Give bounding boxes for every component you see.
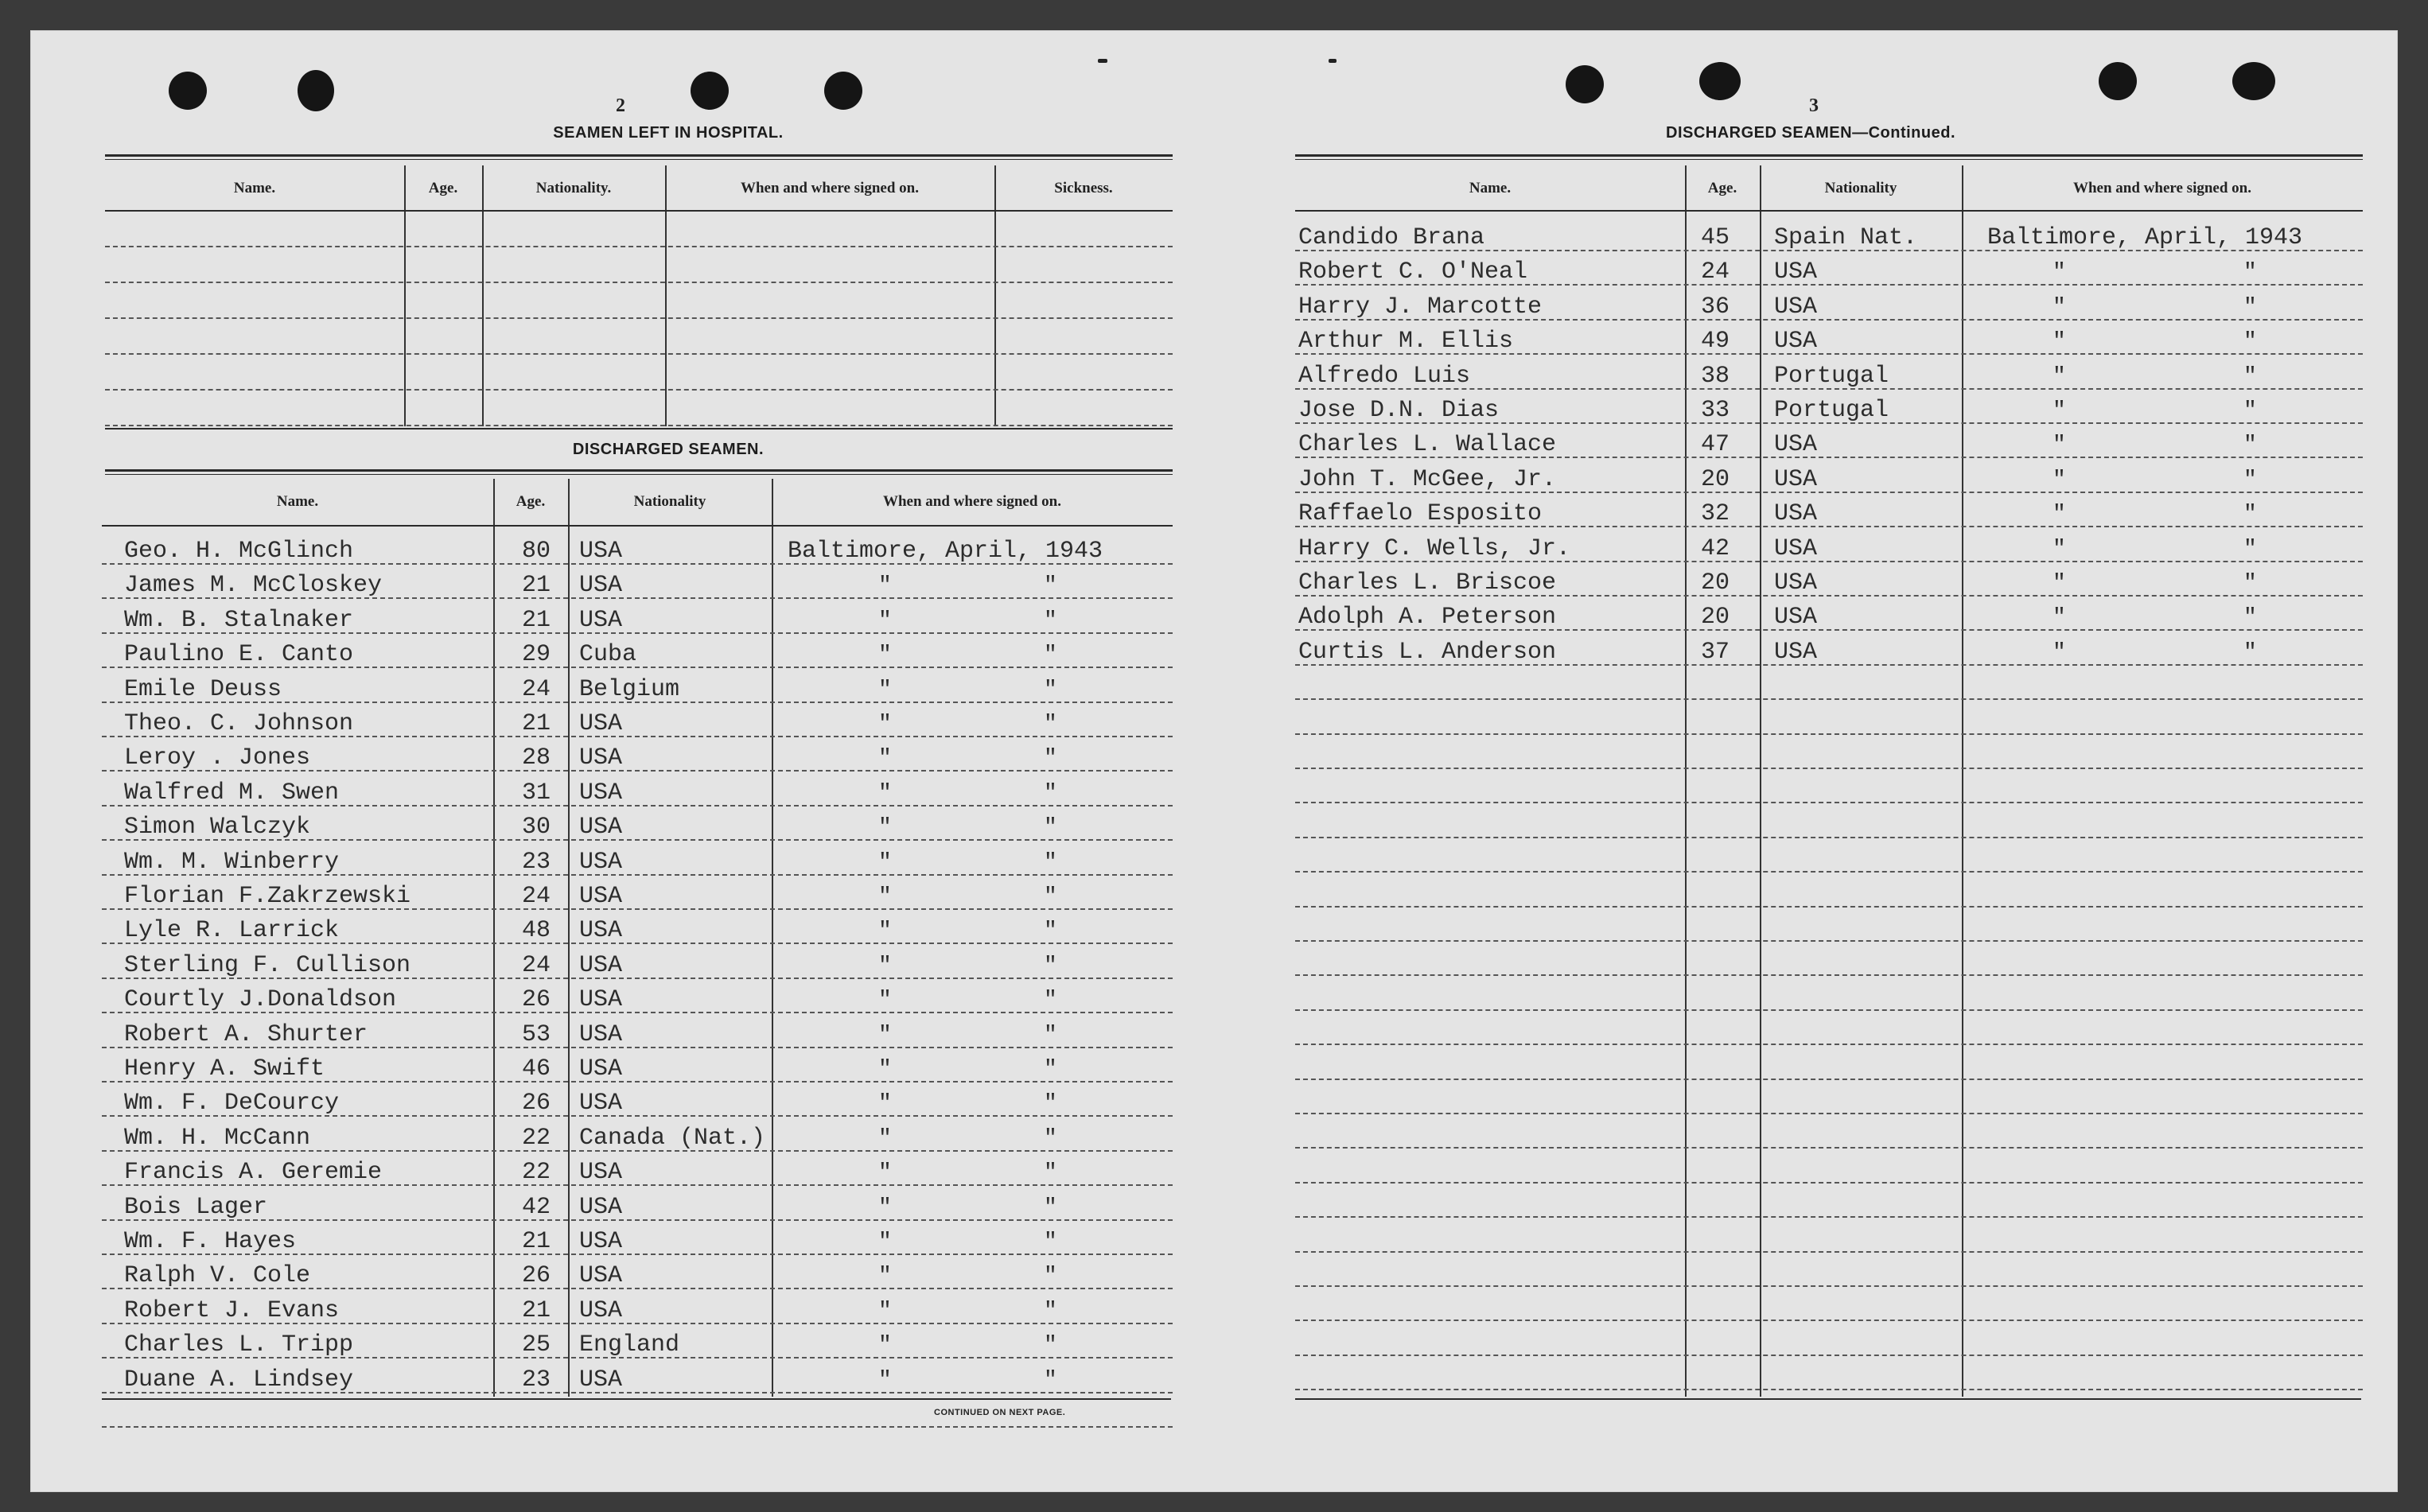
seaman-nationality: USA [579,606,623,634]
ditto-mark: " [1044,1125,1057,1151]
row-line [1295,1355,2363,1356]
seaman-nationality: Spain Nat. [1774,224,1918,251]
seaman-name: Paulino E. Canto [124,641,354,669]
seaman-nationality: USA [579,1090,623,1117]
ditto-mark: " [2053,639,2066,665]
column-divider [665,165,667,426]
ditto-mark: " [2053,571,2066,596]
seaman-nationality: USA [579,1296,623,1324]
binder-hole [691,72,729,110]
seaman-name: Robert J. Evans [124,1296,340,1324]
row-line [1295,837,2363,838]
row-line [102,1426,1173,1428]
column-header: Name. [233,180,276,196]
binder-hole [2099,62,2137,100]
column-header: When and where signed on. [740,180,919,196]
column-header: Name. [1469,180,1512,196]
seaman-age: 49 [1701,328,1730,356]
row-line [1295,1320,2363,1321]
seaman-age: 20 [1701,604,1730,632]
column-header: Age. [516,493,546,510]
column-header: Nationality. [535,180,612,196]
row-line [105,389,1173,391]
seaman-name: Ralph V. Cole [124,1262,311,1290]
seaman-name: Theo. C. Johnson [124,710,354,737]
seaman-age: 20 [1701,465,1730,493]
seaman-age: 26 [522,1090,551,1117]
row-line [1295,940,2363,942]
ditto-mark: " [1044,643,1057,668]
seaman-age: 30 [522,814,551,842]
seaman-nationality: USA [579,883,623,910]
ink-speck [1329,59,1337,63]
seaman-nationality: USA [579,814,623,842]
ditto-mark: " [878,573,892,599]
seaman-age: 42 [1701,534,1730,562]
seaman-nationality: Canada (Nat.) [579,1124,766,1152]
ditto-mark: " [878,712,892,737]
seaman-age: 45 [1701,224,1730,251]
ditto-mark: " [1044,815,1057,841]
ditto-mark: " [878,1091,892,1117]
row-line [1295,974,2363,976]
column-header: Age. [1707,180,1737,196]
column-header: When and where signed on. [2072,180,2251,196]
seaman-name: James M. McCloskey [124,572,383,600]
seaman-age: 23 [522,848,551,876]
ditto-mark: " [878,1298,892,1323]
seaman-name: Courtly J.Donaldson [124,986,397,1014]
ditto-mark: " [1044,919,1057,944]
row-line [1295,1251,2363,1253]
ditto-mark: " [1044,677,1057,702]
seaman-name: Wm. F. DeCourcy [124,1090,340,1117]
ditto-mark: " [878,1160,892,1186]
column-header: Nationality [1824,180,1897,196]
ditto-mark: " [1044,780,1057,806]
seaman-nationality: USA [579,779,623,807]
seaman-name: Simon Walczyk [124,814,311,842]
seaman-nationality: USA [579,986,623,1014]
ditto-mark: " [878,1022,892,1048]
bottom-rule [1295,1398,2361,1400]
seaman-age: 21 [522,606,551,634]
seaman-name: Bois Lager [124,1193,268,1221]
seaman-name: Robert A. Shurter [124,1020,368,1048]
seaman-nationality: USA [1774,569,1818,597]
seaman-nationality: USA [1774,500,1818,528]
row-line [1295,768,2363,769]
row-line [105,425,1173,426]
discharged-continued-title: DISCHARGED SEAMEN—Continued. [1666,124,1955,142]
ditto-mark: " [1044,953,1057,978]
register-page [30,30,2398,1492]
seaman-nationality: USA [579,1262,623,1290]
seaman-nationality: USA [1774,293,1818,321]
seaman-name: Wm. F. Hayes [124,1228,297,1255]
seaman-nationality: USA [1774,431,1818,459]
ditto-mark: " [878,1333,892,1358]
column-header: Nationality [633,493,706,510]
seaman-age: 32 [1701,500,1730,528]
row-line [1295,1147,2363,1149]
ditto-mark: " [2243,363,2257,389]
seaman-name: Curtis L. Anderson [1298,638,1557,666]
seaman-nationality: Portugal [1774,362,1889,390]
seaman-age: 22 [522,1159,551,1187]
ditto-mark: " [1044,1230,1057,1254]
seaman-age: 21 [522,1296,551,1324]
ditto-mark: " [1044,1195,1057,1220]
seaman-age: 21 [522,1228,551,1255]
column-divider [482,165,484,426]
seaman-name: Florian F.Zakrzewski [124,883,411,910]
column-divider [404,165,406,426]
row-line [1295,906,2363,908]
row-line [1295,1389,2363,1390]
header-rule [1295,210,2363,212]
ditto-mark: " [878,677,892,702]
seaman-age: 25 [522,1331,551,1359]
bottom-rule [102,1398,1171,1400]
seaman-name: Emile Deuss [124,675,282,703]
continued-note: CONTINUED ON NEXT PAGE. [934,1408,1066,1417]
ditto-mark: " [1044,988,1057,1013]
ditto-mark: " [2053,329,2066,355]
ditto-mark: " [1044,884,1057,909]
seaman-name: Leroy . Jones [124,744,311,772]
seaman-name: Jose D.N. Dias [1298,397,1500,424]
row-line [1295,1079,2363,1080]
ditto-mark: " [2243,605,2257,631]
seaman-name: Charles L. Tripp [124,1331,354,1359]
header-rule [102,525,1173,527]
row-line [105,282,1173,283]
ditto-mark: " [2053,398,2066,423]
seaman-nationality: USA [579,710,623,737]
seaman-nationality: USA [579,1228,623,1255]
column-divider [772,479,773,1397]
row-line [1295,1113,2363,1114]
seaman-age: 21 [522,572,551,600]
seaman-age: 33 [1701,397,1730,424]
seaman-nationality: Cuba [579,641,637,669]
seaman-name: Duane A. Lindsey [124,1366,354,1393]
ditto-mark: " [2053,502,2066,527]
seaman-age: 37 [1701,638,1730,666]
row-line [105,317,1173,319]
ditto-mark: " [1044,573,1057,599]
ditto-mark: " [878,919,892,944]
row-line [1295,698,2363,700]
ditto-mark: " [2053,260,2066,286]
ditto-mark: " [878,1195,892,1220]
ditto-mark: " [2243,329,2257,355]
ditto-mark: " [2243,260,2257,286]
page-number: 3 [1809,95,1819,116]
row-line [1295,871,2363,873]
seaman-name: John T. McGee, Jr. [1298,465,1557,493]
ditto-mark: " [878,1057,892,1082]
seaman-name: Harry J. Marcotte [1298,293,1543,321]
seaman-name: Wm. B. Stalnaker [124,606,354,634]
ditto-mark: " [1044,1298,1057,1323]
binder-hole [169,72,207,110]
column-divider [568,479,570,1397]
ditto-mark: " [878,815,892,841]
seaman-nationality: England [579,1331,680,1359]
row-line [1295,1009,2363,1011]
section-rule [105,469,1173,472]
seaman-nationality: USA [579,917,623,945]
seaman-age: 42 [522,1193,551,1221]
seaman-nationality: USA [579,848,623,876]
page-number: 2 [616,95,625,116]
seaman-name: Francis A. Geremie [124,1159,383,1187]
ditto-mark: " [878,953,892,978]
ditto-mark: " [878,1230,892,1254]
section-rule [105,154,1173,157]
seaman-age: 24 [522,883,551,910]
seaman-age: 48 [522,917,551,945]
ditto-mark: " [878,643,892,668]
seaman-age: 53 [522,1020,551,1048]
seaman-name: Robert C. O'Neal [1298,258,1528,286]
seaman-age: 31 [522,779,551,807]
ditto-mark: " [2053,294,2066,320]
seaman-age: 47 [1701,431,1730,459]
binder-hole [298,70,334,111]
signed-on-place-date: Baltimore, April, 1943 [1987,224,2303,251]
seaman-age: 21 [522,710,551,737]
seaman-nationality: USA [1774,328,1818,356]
section-rule [1295,154,2363,157]
ditto-mark: " [2243,398,2257,423]
seaman-name: Raffaelo Esposito [1298,500,1543,528]
row-line [1295,802,2363,803]
column-divider [1760,165,1761,1397]
row-line [1295,1044,2363,1045]
seaman-name: Lyle R. Larrick [124,917,340,945]
ink-speck [1098,59,1107,63]
ditto-mark: " [2053,363,2066,389]
seaman-name: Henry A. Swift [124,1055,325,1082]
seaman-nationality: USA [579,1055,623,1082]
ditto-mark: " [2243,571,2257,596]
seaman-name: Geo. H. McGlinch [124,538,354,565]
seaman-age: 20 [1701,569,1730,597]
ditto-mark: " [1044,1264,1057,1289]
seaman-age: 28 [522,744,551,772]
ditto-mark: " [2243,536,2257,562]
seaman-age: 22 [522,1124,551,1152]
ditto-mark: " [2243,294,2257,320]
seaman-nationality: USA [1774,465,1818,493]
seaman-name: Harry C. Wells, Jr. [1298,534,1571,562]
column-divider [1685,165,1687,1397]
column-divider [493,479,495,1397]
column-header: When and where signed on. [882,493,1061,510]
ditto-mark: " [2243,433,2257,458]
seaman-nationality: Portugal [1774,397,1889,424]
ditto-mark: " [1044,1091,1057,1117]
ditto-mark: " [878,988,892,1013]
binder-hole [1699,62,1741,100]
ditto-mark: " [878,1367,892,1393]
seaman-name: Wm. H. McCann [124,1124,311,1152]
ditto-mark: " [1044,712,1057,737]
seaman-nationality: Belgium [579,675,680,703]
seaman-nationality: USA [579,744,623,772]
seaman-nationality: USA [579,572,623,600]
ditto-mark: " [878,1264,892,1289]
seaman-nationality: USA [1774,638,1818,666]
row-line [1295,1285,2363,1287]
signed-on-place-date: Baltimore, April, 1943 [788,538,1103,565]
ditto-mark: " [878,1125,892,1151]
ditto-mark: " [2243,467,2257,492]
discharged-section-title: DISCHARGED SEAMEN. [572,441,765,458]
seaman-nationality: USA [579,951,623,979]
seaman-age: 24 [1701,258,1730,286]
seaman-name: Alfredo Luis [1298,362,1471,390]
seaman-nationality: USA [1774,604,1818,632]
seaman-nationality: USA [579,538,623,565]
seaman-age: 26 [522,986,551,1014]
seaman-name: Charles L. Briscoe [1298,569,1557,597]
ditto-mark: " [1044,608,1057,633]
seaman-age: 24 [522,675,551,703]
ditto-mark: " [1044,746,1057,772]
ditto-mark: " [2243,639,2257,665]
ditto-mark: " [2243,502,2257,527]
seaman-name: Wm. M. Winberry [124,848,340,876]
seaman-nationality: USA [579,1159,623,1187]
hospital-section-title: SEAMEN LEFT IN HOSPITAL. [553,124,784,142]
ditto-mark: " [1044,1022,1057,1048]
seaman-name: Arthur M. Ellis [1298,328,1514,356]
seaman-age: 46 [522,1055,551,1082]
ditto-mark: " [1044,1367,1057,1393]
seaman-name: Candido Brana [1298,224,1485,251]
seaman-name: Charles L. Wallace [1298,431,1557,459]
seaman-age: 38 [1701,362,1730,390]
seaman-age: 24 [522,951,551,979]
ditto-mark: " [878,608,892,633]
row-line [105,353,1173,355]
seaman-nationality: USA [579,1193,623,1221]
ditto-mark: " [1044,1160,1057,1186]
seaman-name: Adolph A. Peterson [1298,604,1557,632]
seaman-age: 29 [522,641,551,669]
seaman-age: 36 [1701,293,1730,321]
binder-hole [1566,65,1604,103]
seaman-nationality: USA [1774,258,1818,286]
row-line [1295,733,2363,735]
ditto-mark: " [878,884,892,909]
seaman-age: 80 [522,538,551,565]
seaman-nationality: USA [579,1020,623,1048]
section-rule [1295,159,2363,160]
seaman-age: 26 [522,1262,551,1290]
row-line [105,246,1173,247]
column-divider [1962,165,1963,1397]
section-rule [105,474,1173,475]
row-line [1295,1216,2363,1218]
ditto-mark: " [2053,605,2066,631]
column-divider [994,165,996,426]
binder-hole [824,72,862,110]
ditto-mark: " [1044,1333,1057,1358]
seaman-age: 23 [522,1366,551,1393]
binder-hole [2232,62,2275,100]
table-bottom-rule [105,428,1173,430]
row-line [1295,1182,2363,1184]
seaman-nationality: USA [1774,534,1818,562]
ditto-mark: " [878,746,892,772]
ditto-mark: " [1044,849,1057,875]
ditto-mark: " [2053,536,2066,562]
ditto-mark: " [2053,433,2066,458]
column-header: Sickness. [1054,180,1113,196]
section-rule [105,159,1173,160]
ditto-mark: " [878,849,892,875]
ditto-mark: " [878,780,892,806]
ditto-mark: " [2053,467,2066,492]
seaman-name: Sterling F. Cullison [124,951,411,979]
ditto-mark: " [1044,1057,1057,1082]
seaman-nationality: USA [579,1366,623,1393]
column-header: Age. [428,180,458,196]
column-header: Name. [276,493,319,510]
seaman-name: Walfred M. Swen [124,779,340,807]
header-rule [105,210,1173,212]
